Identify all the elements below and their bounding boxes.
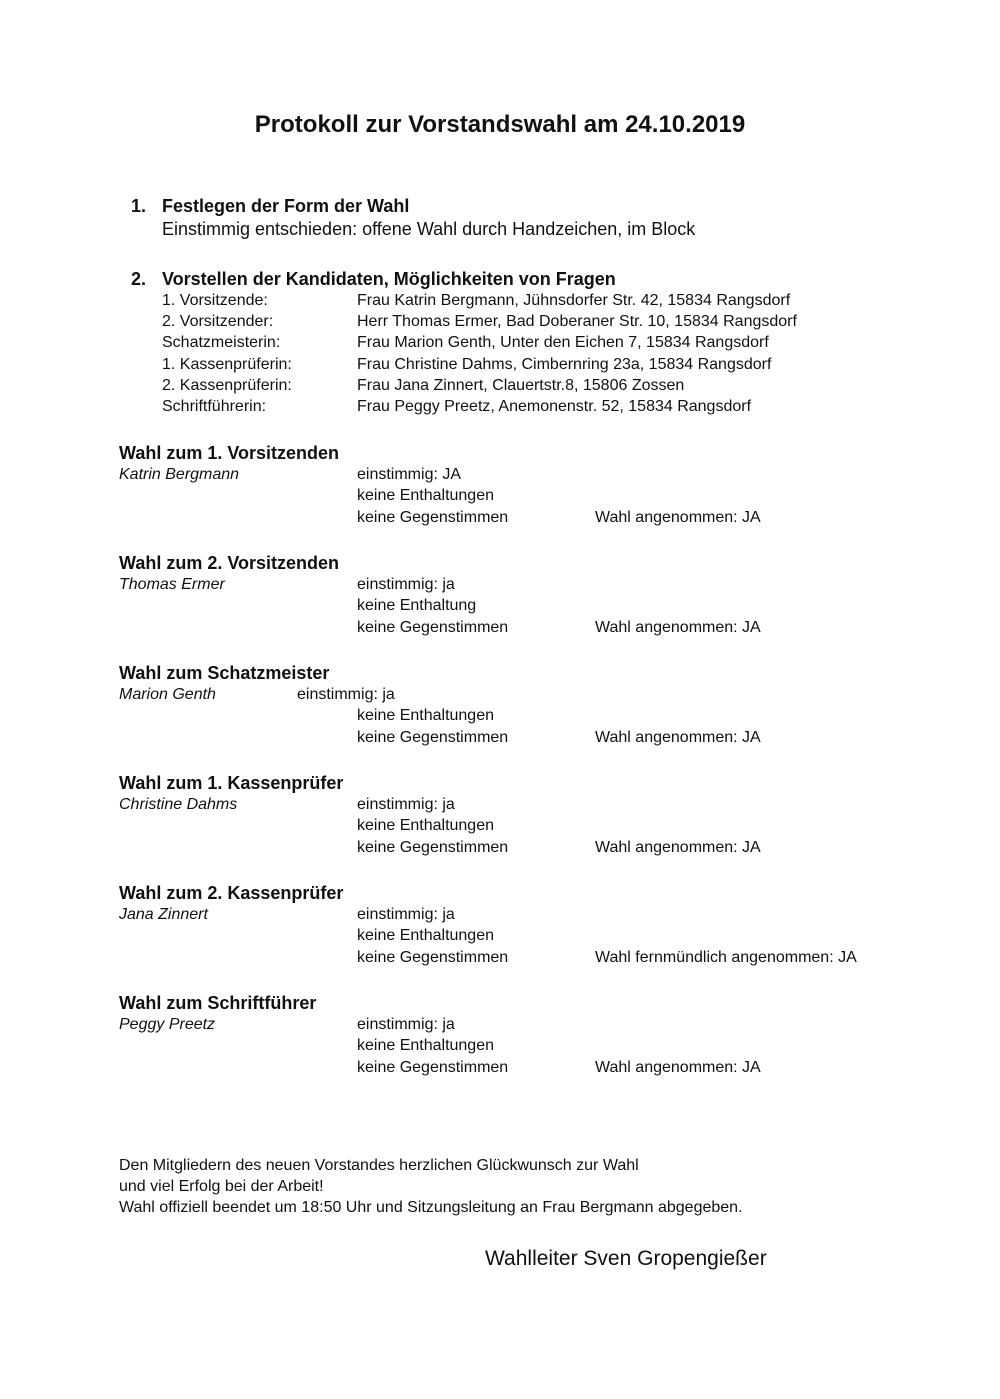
candidate-name: Marion Genth — [119, 686, 216, 703]
vote-unanimous: einstimmig: ja — [297, 686, 395, 703]
election-title: Wahl zum 1. Vorsitzenden — [119, 443, 340, 463]
candidate-name: Katrin Bergmann — [119, 466, 240, 483]
vote-abstentions: keine Enthaltung — [357, 597, 477, 614]
candidate-name: Jana Zinnert — [119, 906, 208, 923]
candidate-role: 2. Kassenprüferin: — [162, 377, 292, 394]
election-title: Wahl zum Schatzmeister — [119, 663, 330, 683]
candidate-person: Frau Marion Genth, Unter den Eichen 7, 15834 Rangsdorf — [357, 334, 769, 351]
candidate-person: Frau Christine Dahms, Cimbernring 23a, 15834 Rangsdorf — [357, 356, 772, 373]
vote-against: keine Gegenstimmen — [357, 509, 509, 526]
vote-abstentions: keine Enthaltungen — [357, 487, 494, 504]
candidate-role: Schriftführerin: — [162, 398, 267, 415]
item-1-text: Einstimmig entschieden: offene Wahl durch Handzeichen, im Block — [162, 219, 696, 239]
vote-unanimous: einstimmig: ja — [357, 906, 455, 923]
vote-abstentions: keine Enthaltungen — [357, 1037, 494, 1054]
candidate-name: Thomas Ermer — [119, 576, 225, 593]
document-title: Protokoll zur Vorstandswahl am 24.10.2019 — [254, 111, 746, 138]
vote-abstentions: keine Enthaltungen — [357, 817, 494, 834]
candidate-person: Herr Thomas Ermer, Bad Doberaner Str. 10, 15834 Rangsdorf — [357, 313, 797, 330]
candidate-role: 2. Vorsitzender: — [162, 313, 274, 330]
candidate-role: 1. Kassenprüferin: — [162, 356, 292, 373]
election-result: Wahl angenommen: JA — [595, 1059, 761, 1076]
item-2-number: 2. — [131, 269, 147, 289]
election-title: Wahl zum 2. Vorsitzenden — [119, 553, 340, 573]
candidate-person: Frau Katrin Bergmann, Jühnsdorfer Str. 42, 15834 Rangsdorf — [357, 292, 791, 309]
election-result: Wahl angenommen: JA — [595, 619, 761, 636]
vote-unanimous: einstimmig: JA — [357, 466, 462, 483]
election-title: Wahl zum 1. Kassenprüfer — [119, 773, 344, 793]
election-result: Wahl fernmündlich angenommen: JA — [595, 949, 857, 966]
election-result: Wahl angenommen: JA — [595, 729, 761, 746]
candidate-name: Christine Dahms — [119, 796, 238, 813]
election-result: Wahl angenommen: JA — [595, 509, 761, 526]
signature: Wahlleiter Sven Gropengießer — [485, 1247, 767, 1270]
candidate-person: Frau Jana Zinnert, Clauertstr.8, 15806 Zossen — [357, 377, 685, 394]
item-1-number: 1. — [131, 196, 147, 216]
candidate-role: Schatzmeisterin: — [162, 334, 281, 351]
item-1-heading: Festlegen der Form der Wahl — [162, 196, 410, 216]
closing-line: Den Mitgliedern des neuen Vorstandes herzlichen Glückwunsch zur Wahl — [119, 1157, 639, 1174]
candidate-person: Frau Peggy Preetz, Anemonenstr. 52, 15834 Rangsdorf — [357, 398, 752, 415]
vote-against: keine Gegenstimmen — [357, 1059, 509, 1076]
closing-line: und viel Erfolg bei der Arbeit! — [119, 1178, 324, 1195]
item-2-heading: Vorstellen der Kandidaten, Möglichkeiten von Fragen — [162, 269, 616, 289]
vote-abstentions: keine Enthaltungen — [357, 707, 494, 724]
candidate-name: Peggy Preetz — [119, 1016, 216, 1033]
election-title: Wahl zum 2. Kassenprüfer — [119, 883, 344, 903]
vote-abstentions: keine Enthaltungen — [357, 927, 494, 944]
vote-unanimous: einstimmig: ja — [357, 1016, 455, 1033]
election-result: Wahl angenommen: JA — [595, 839, 761, 856]
vote-against: keine Gegenstimmen — [357, 729, 509, 746]
vote-unanimous: einstimmig: ja — [357, 796, 455, 813]
closing-line: Wahl offiziell beendet um 18:50 Uhr und Sitzungsleitung an Frau Bergmann abgegeben. — [119, 1199, 743, 1216]
vote-against: keine Gegenstimmen — [357, 619, 509, 636]
vote-against: keine Gegenstimmen — [357, 839, 509, 856]
candidate-role: 1. Vorsitzende: — [162, 292, 268, 309]
election-title: Wahl zum Schriftführer — [119, 993, 317, 1013]
vote-against: keine Gegenstimmen — [357, 949, 509, 966]
vote-unanimous: einstimmig: ja — [357, 576, 455, 593]
